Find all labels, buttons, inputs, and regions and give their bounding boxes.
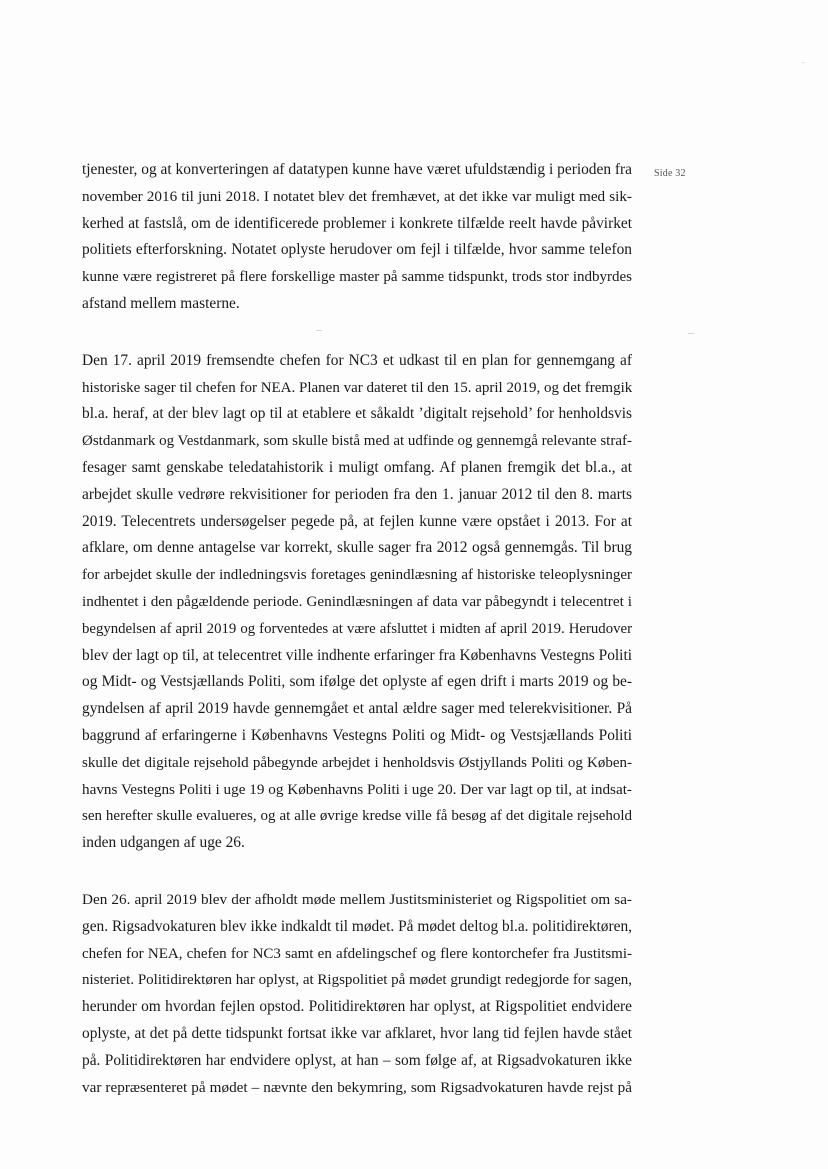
text-line: Den 17. april 2019 fremsendte chefen for NC3 et udkast til en plan for gennemgang af <box>82 351 632 369</box>
text-line: og Midt- og Vestsjællands Politi, som ifølge det oplyste af egen drift i marts 2019 og be- <box>82 673 632 691</box>
text-line: havns Vestegns Politi i uge 19 og Københavns Politi i uge 20. Der var lagt op til, at indsat- <box>82 780 632 798</box>
text-line: gen. Rigsadvokaturen blev ikke indkaldt til mødet. På mødet deltog bl.a. politidirektøren, <box>82 917 632 935</box>
body-text <box>82 157 632 1101</box>
text-line: fesager samt genskabe teledatahistorik i muligt omfang. Af planen fremgik det bl.a., at <box>82 458 632 476</box>
paragraph-1 <box>82 157 632 318</box>
text-line: var repræsenteret på mødet – nævnte den bekymring, som Rigsadvokaturen havde rejst på <box>82 1078 632 1096</box>
text-line: begyndelsen af april 2019 og forventedes at være afsluttet i midten af april 2019. Herudover <box>82 620 632 637</box>
scan-speck <box>688 333 694 334</box>
text-line: kunne være registreret på flere forskellige master på samme tidspunkt, trods stor indbyrdes <box>82 269 632 286</box>
text-line: indhentet i den pågældende periode. Genindlæsningen af data var påbegyndt i telecentret i <box>82 592 632 610</box>
text-line: kerhed at fastslå, om de identificerede problemer i konkrete tilfælde reelt havde påvirket <box>82 214 632 232</box>
text-line: sen herefter skulle evalueres, og at alle øvrige kredse ville få besøg af det digitale rejsehold <box>82 808 632 825</box>
text-line: oplyste, at det på dette tidspunkt fortsat ikke var afklaret, hvor lang tid fejlen havde stået <box>82 1024 632 1042</box>
text-line: historiske sager til chefen for NEA. Planen var dateret til den 15. april 2019, og det fremgik <box>82 379 632 396</box>
text-line: tjenester, og at konverteringen af datatypen kunne have været ufuldstændig i perioden fra <box>82 161 632 178</box>
page-number: Side 32 <box>654 168 686 179</box>
text-line: blev der lagt op til, at telecentret ville indhente erfaringer fra Københavns Vestegns Politi <box>82 646 632 664</box>
paragraph-2 <box>82 348 632 857</box>
text-line: bl.a. heraf, at der blev lagt op til at etablere et såkaldt ’digitalt rejsehold’ for henholdsvis <box>82 405 632 423</box>
text-line: arbejdet skulle vedrøre rekvisitioner for perioden fra den 1. januar 2012 til den 8. marts <box>82 485 632 503</box>
text-line: gyndelsen af april 2019 havde gennemgået et antal ældre sager med telerekvisitioner. På <box>82 700 632 718</box>
text-line: politiets efterforskning. Notatet oplyste herudover om fejl i tilfælde, hvor samme telefon <box>82 241 632 259</box>
text-line: Den 26. april 2019 blev der afholdt møde mellem Justitsministeriet og Rigspolitiet om sa- <box>82 890 632 908</box>
text-line: herunder om hvordan fejlen opstod. Politidirektøren har oplyst, at Rigspolitiet endvidere <box>82 998 632 1016</box>
text-line: chefen for NEA, chefen for NC3 samt en afdelingschef og flere kontorchefer fra Justitsmi- <box>82 945 632 962</box>
text-line: 2019. Telecentrets undersøgelser pegede på, at fejlen kunne være opstået i 2013. For at <box>82 512 632 530</box>
text-line: nisteriet. Politidirektøren har oplyst, at Rigspolitiet på mødet grundigt redegjorde for sagen, <box>82 972 632 989</box>
text-line: afstand mellem masterne. <box>82 294 240 312</box>
scan-speck <box>802 62 804 63</box>
text-line: november 2016 til juni 2018. I notatet blev det fremhævet, at det ikke var muligt med sik- <box>82 187 632 205</box>
paragraph-3 <box>82 887 632 1101</box>
text-line: for arbejdet skulle der indledningsvis foretages genindlæsning af historiske teleoplysninger <box>82 567 632 584</box>
text-line: afklare, om denne antagelse var korrekt, skulle sager fra 2012 også gennemgås. Til brug <box>82 539 632 557</box>
text-line: inden udgangen af uge 26. <box>82 834 245 852</box>
text-line: skulle det digitale rejsehold påbegynde arbejdet i henholdsvis Østjyllands Politi og Køben- <box>82 754 632 771</box>
text-line: Østdanmark og Vestdanmark, som skulle bistå med at udfinde og gennemgå relevante straf- <box>82 433 632 450</box>
text-line: på. Politidirektøren har endvidere oplyst, at han – som følge af, at Rigsadvokaturen ikke <box>82 1051 632 1069</box>
text-line: baggrund af erfaringerne i Københavns Vestegns Politi og Midt- og Vestsjællands Politi <box>82 726 632 744</box>
